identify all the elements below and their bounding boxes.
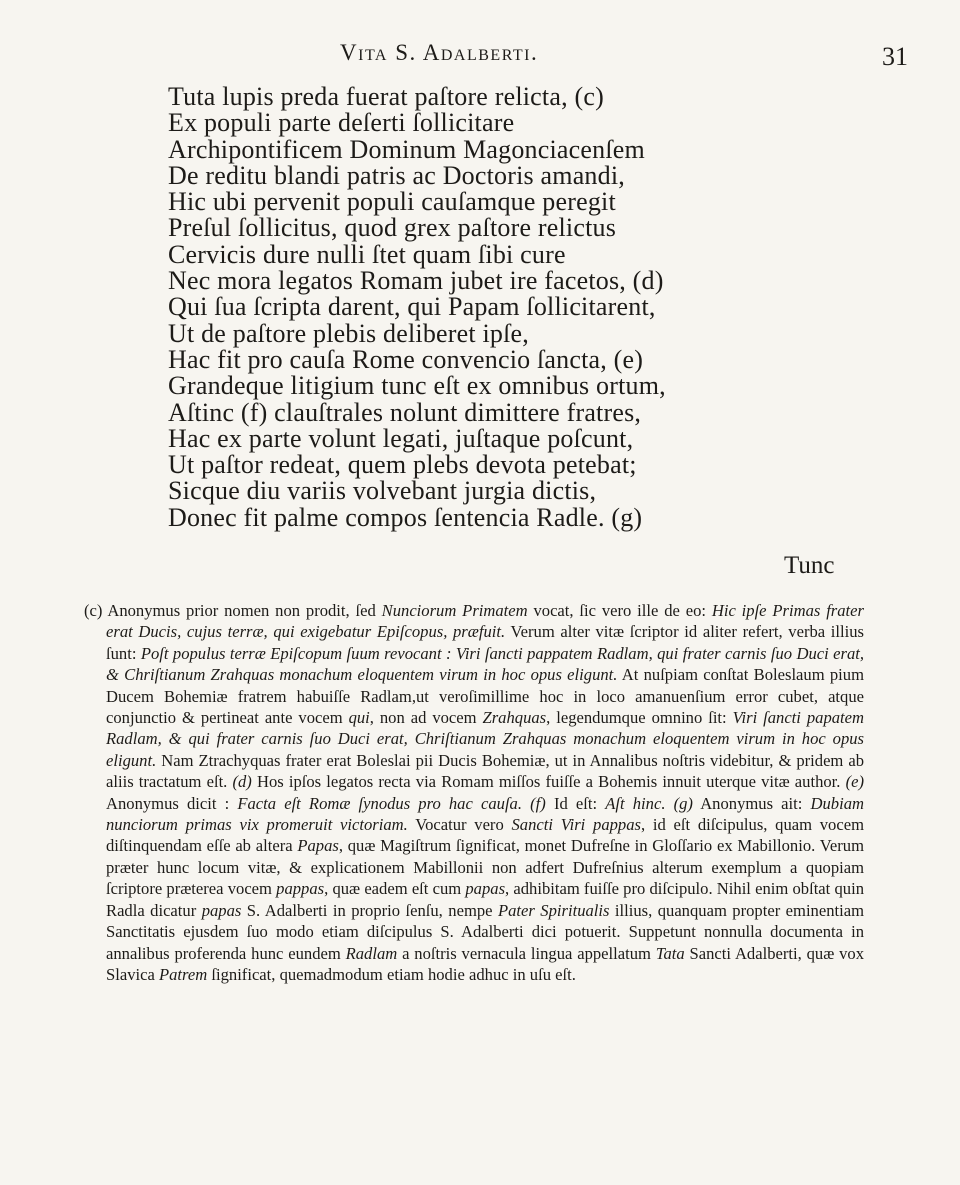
- footnote-text: Vocatur vero: [407, 815, 512, 835]
- footnote-italic-text: (d): [232, 772, 252, 792]
- footnote-italic-text: Zrahquas: [482, 708, 547, 728]
- verse-line: Ut paſtor redeat, quem plebs devota petebat;: [168, 450, 637, 480]
- footnote-text: , non ad vocem: [369, 708, 483, 728]
- footnote-italic-text: Papas: [297, 836, 339, 856]
- footnote-text: ſignificat, quemadmodum etiam hodie adhuc in uſu eſt.: [207, 964, 576, 984]
- footnote-text: , quæ eadem eſt cum: [324, 879, 466, 899]
- footnote-italic-text: Poſt populus terræ Epiſcopum ſuum revocant : Viri ſancti pappatem Radlam, qui frater carnis ſuo Duci erat, & Chriſtianum Zrahquas monachum eloquentem virum in hoc opus eligunt.: [106, 643, 864, 685]
- footnote-text: (c) Anonymus prior nomen non prodit, ſed: [84, 601, 382, 620]
- footnote-text: a noſtris vernacula lingua appellatum: [397, 943, 656, 963]
- footnote-text: , adhibitam fuiſſe pro diſcipulo. Nihil enim obſtat quin Radla dicatur: [106, 879, 864, 920]
- footnote-text: vocat, ſic vero ille de eo:: [527, 601, 712, 620]
- verse-line: Aſtinc (f) clauſtrales nolunt dimittere fratres,: [168, 397, 642, 427]
- footnote-italic-text: qui: [348, 708, 370, 728]
- verse-line: Archipontificem Dominum Magonciacenſem: [168, 134, 645, 164]
- footnote-italic-text: Aſt hinc.: [605, 793, 666, 813]
- footnote-italic-text: Pater Spiritualis: [497, 900, 610, 920]
- verse-block: [168, 84, 868, 531]
- verse-line: Hac fit pro cauſa Rome convencio ſancta, (e): [168, 344, 644, 374]
- footnote-italic-text: Radlam: [345, 943, 398, 963]
- footnote-italic-text: Nunciorum Primatem: [381, 601, 528, 620]
- footnote-italic-text: Hic ipſe Primas frater erat Ducis, cujus terræ, qui exigebatur Epiſcopus, præfuit.: [106, 601, 864, 642]
- footnote-text: Hos ipſos legatos recta via Romam miſſos fuiſſe a Bohemis innuit uterque vitæ author.: [251, 772, 846, 792]
- verse-line: Hic ubi pervenit populi cauſamque peregit: [168, 187, 616, 217]
- footnote-paragraph: [84, 600, 865, 985]
- footnote-text: Anonymus ait:: [692, 793, 811, 813]
- footnote-text: , id eſt diſcipulus, quam vocem diſtinquendam eſſe ab altera: [106, 815, 864, 856]
- verse-line: Nec mora legatos Romam jubet ire facetos, (d): [168, 266, 664, 296]
- footnote-text: , legendumque omnino ſit:: [546, 708, 733, 728]
- footnote-text: [522, 794, 530, 813]
- verse-line: Ex populi parte deſerti ſollicitare: [168, 108, 515, 138]
- verse-line: Tuta lupis preda fuerat paſtore relicta, (c): [168, 82, 604, 111]
- footnote-italic-text: papas: [465, 879, 506, 899]
- footnotes: [84, 600, 865, 985]
- footnote-italic-text: Facta eſt Romæ ſynodus pro hac cauſa.: [237, 793, 522, 813]
- page-number: 31: [882, 42, 908, 71]
- footnote-italic-text: Viri ſancti papatem Radlam, & qui frater carnis ſuo Duci erat, Chriſtianum Zrahquas monachum eloquentem virum in hoc opus eligunt.: [106, 708, 864, 770]
- footnote-italic-text: Dubiam nunciorum primas vix promeruit victoriam.: [106, 793, 864, 835]
- footnote-text: Nam Ztrachyquas frater erat Boleslai pii Ducis Bohemiæ, ut in Annalibus noſtris videbitur, & pridem ab aliis tractatum eſt.: [106, 750, 864, 792]
- footnote-italic-text: (f): [530, 793, 546, 813]
- footnote-italic-text: Tata: [655, 943, 685, 963]
- verse-line: Ut de paſtore plebis deliberet ipſe,: [168, 318, 529, 348]
- footnote-text: Id eſt:: [545, 793, 606, 813]
- running-title: Vita S. Adalberti.: [340, 40, 539, 65]
- verse-line: Hac ex parte volunt legati, juſtaque poſcunt,: [168, 423, 634, 453]
- footnote-italic-text: pappas: [276, 879, 325, 899]
- footnote-italic-text: Sancti Viri pappas: [511, 815, 641, 835]
- footnote-text: [665, 794, 673, 813]
- verse-line: Donec fit palme compos ſentencia Radle. (g): [168, 502, 643, 532]
- footnote-text: S. Adalberti in proprio ſenſu, nempe: [241, 900, 498, 920]
- verse-line: Qui ſua ſcripta darent, qui Papam ſollicitarent,: [168, 292, 656, 322]
- verse-line: Cervicis dure nulli ſtet quam ſibi cure: [168, 239, 566, 269]
- footnote-text: , quæ Magiſtrum ſignificat, monet Dufreſne in Gloſſario ex Mabillonio. Verum præter hunc locum vitæ, & explicationem Mabillonii non adfert Dufreſnius alterum exemplum a quopiam ſcriptore præterea vocem: [106, 836, 864, 899]
- catchword: Tunc: [784, 552, 835, 579]
- footnote-italic-text: (e): [845, 772, 864, 792]
- footnote-text: Anonymus dicit :: [106, 793, 238, 813]
- footnote-text: Sancti Adalberti, quæ vox Slavica: [106, 943, 864, 984]
- footnote-italic-text: Patrem: [159, 964, 208, 984]
- footnote-text: At nuſpiam conſtat Boleslaum pium Ducem Bohemiæ fratrem habuiſſe Radlam,ut veroſimillime hoc in loco amanuenſium error cubet, atque conjunctio & pertineat ante vocem: [106, 665, 864, 728]
- verse-line: Grandeque litigium tunc eſt ex omnibus ortum,: [168, 371, 666, 401]
- footnote-text: Verum alter vitæ ſcriptor id aliter refert, verba illius ſunt:: [106, 622, 864, 663]
- footnote-italic-text: (g): [673, 793, 693, 813]
- verse-line: De reditu blandi patris ac Doctoris amandi,: [168, 160, 625, 190]
- verse-line: Preſul ſollicitus, quod grex paſtore relictus: [168, 213, 617, 243]
- footnote-italic-text: papas: [201, 900, 242, 920]
- footnote-text: illius, quanquam propter eminentiam Sanctitatis ejusdem ſuo modo etiam diſcipulus S. Adalberti dici potuerit. Suppetunt nonnulla documenta in annalibus proferenda hunc eundem: [106, 900, 865, 963]
- verse-line: Sicque diu variis volvebant jurgia dictis,: [168, 476, 597, 506]
